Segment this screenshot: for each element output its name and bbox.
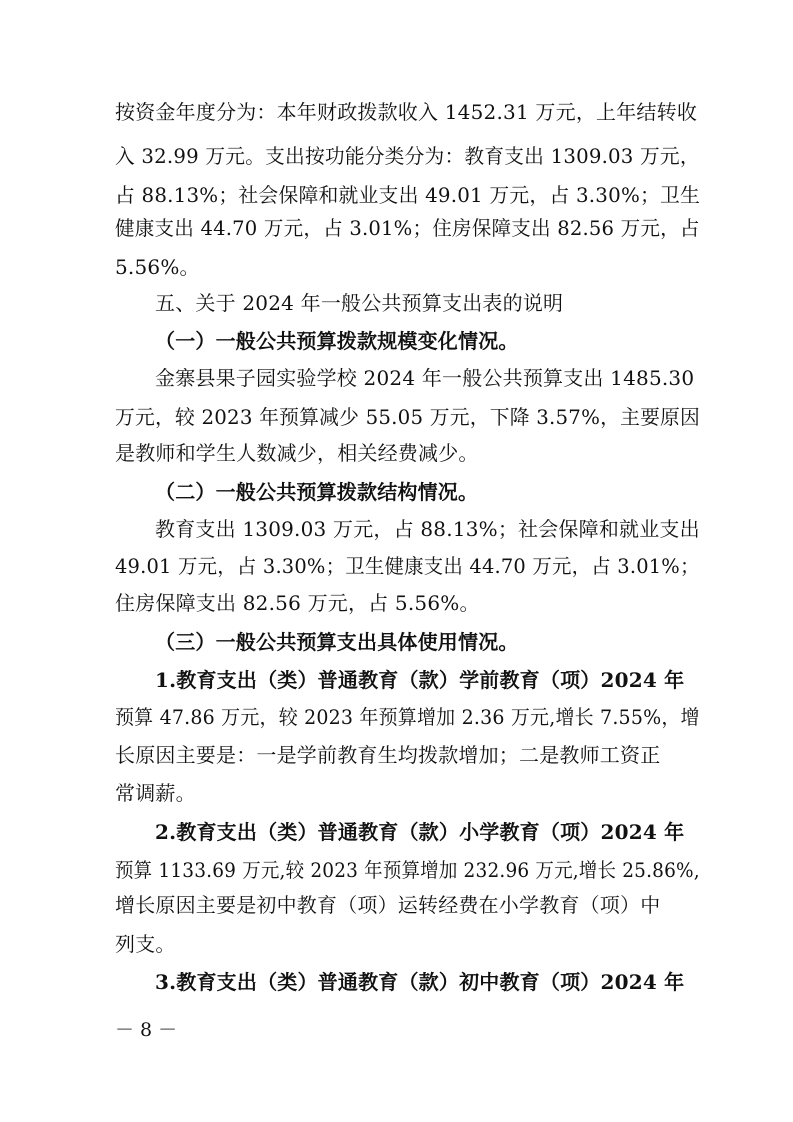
body-line: 教育支出 1309.03 万元，占 88.13%；社会保障和就业支出 xyxy=(155,517,700,541)
body-line: 健康支出 44.70 万元，占 3.01%；住房保障支出 82.56 万元，占 xyxy=(115,216,700,240)
body-line: 预算 1133.69 万元,较 2023 年预算增加 232.96 万元,增长 25.86%, xyxy=(115,858,700,882)
subsection-heading: （二）一般公共预算拨款结构情况。 xyxy=(155,480,479,504)
item-heading: 1.教育支出（类）普通教育（款）学前教育（项）2024 年 xyxy=(155,668,685,692)
body-line: 万元，较 2023 年预算减少 55.05 万元，下降 3.57%，主要原因 xyxy=(115,405,701,429)
body-line: 按资金年度分为：本年财政拨款收入 1452.31 万元，上年结转收 xyxy=(115,100,698,124)
item-heading: 3.教育支出（类）普通教育（款）初中教育（项）2024 年 xyxy=(155,970,685,994)
body-line: 预算 47.86 万元，较 2023 年预算增加 2.36 万元,增长 7.55%，增 xyxy=(115,705,700,729)
body-line: 增长原因主要是初中教育（项）运转经费在小学教育（项）中 xyxy=(115,893,661,917)
body-line: 入 32.99 万元。支出按功能分类分为：教育支出 1309.03 万元， xyxy=(115,144,700,168)
body-line: 49.01 万元，占 3.30%；卫生健康支出 44.70 万元，占 3.01%； xyxy=(115,554,700,578)
body-line: 5.56%。 xyxy=(115,255,200,279)
subsection-heading: （三）一般公共预算支出具体使用情况。 xyxy=(155,630,519,654)
body-line: 占 88.13%；社会保障和就业支出 49.01 万元，占 3.30%；卫生 xyxy=(115,183,701,207)
body-line: 住房保障支出 82.56 万元，占 5.56%。 xyxy=(115,591,480,615)
body-line: 金寨县果子园实验学校 2024 年一般公共预算支出 1485.30 xyxy=(155,366,695,390)
body-line: 列支。 xyxy=(115,932,176,956)
section-heading: 五、关于 2024 年一般公共预算支出表的说明 xyxy=(155,291,564,315)
body-line: 常调薪。 xyxy=(115,781,196,805)
body-line: 长原因主要是：一是学前教育生均拨款增加；二是教师工资正 xyxy=(115,743,661,767)
subsection-heading: （一）一般公共预算拨款规模变化情况。 xyxy=(155,329,519,353)
body-line: 是教师和学生人数减少，相关经费减少。 xyxy=(115,441,479,465)
page-number: － 8 － xyxy=(115,1019,178,1041)
item-heading: 2.教育支出（类）普通教育（款）小学教育（项）2024 年 xyxy=(155,820,685,844)
